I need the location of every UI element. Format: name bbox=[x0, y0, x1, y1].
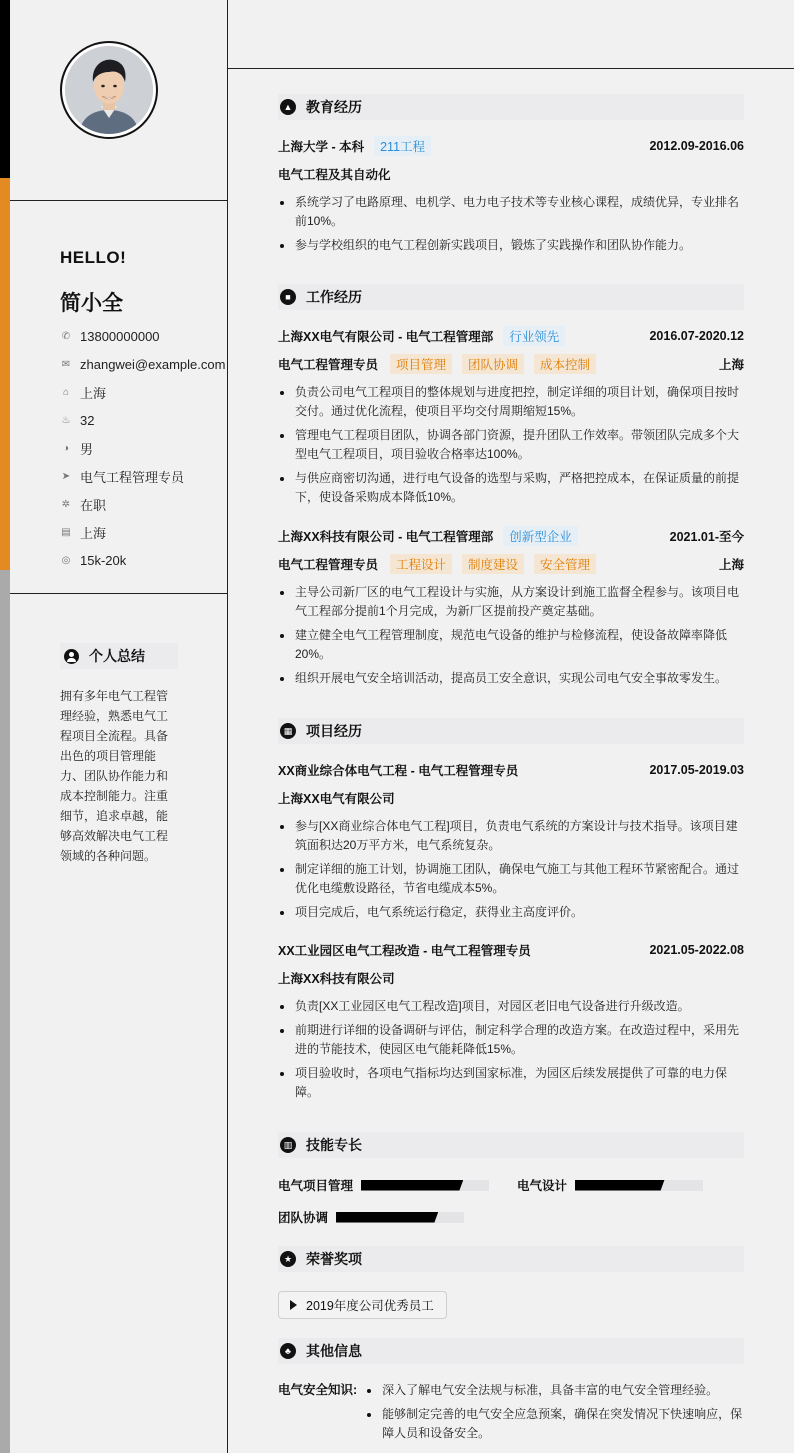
other-heading bbox=[278, 1338, 744, 1364]
skill-bar bbox=[361, 1180, 489, 1191]
bar-chart-icon: ▥ bbox=[280, 1137, 296, 1153]
list-item: 深入了解电气安全法规与标准，具备丰富的电气安全管理经验。 bbox=[365, 1381, 744, 1400]
job-city: 上海 bbox=[718, 358, 744, 372]
info-salary bbox=[60, 546, 225, 574]
list-item: 建立健全电气工程管理制度，规范电气设备的维护与检修流程，使设备故障率降低20%。 bbox=[278, 626, 744, 664]
education-title: 教育经历 bbox=[306, 99, 362, 115]
send-icon: ➤ bbox=[61, 470, 71, 482]
list-item: 负责[XX工业园区电气工程改造]项目，对园区老旧电气设备进行升级改造。 bbox=[278, 997, 744, 1016]
cake-icon: ♨ bbox=[61, 414, 71, 426]
education-bullets bbox=[278, 193, 744, 260]
list-item: 参与学校组织的电气工程创新实践项目，锻炼了实践操作和团队协作能力。 bbox=[278, 236, 744, 255]
avatar-photo bbox=[65, 46, 153, 134]
candidate-name: 简小全 bbox=[60, 292, 123, 315]
contact-info-list bbox=[60, 322, 225, 574]
project-company-row bbox=[278, 968, 744, 988]
info-status-text: 在职 bbox=[80, 497, 107, 513]
project-name: XX商业综合体电气工程 - 电气工程管理专员 bbox=[278, 764, 519, 778]
info-email-text: zhangwei@example.com bbox=[80, 356, 226, 372]
sidebar-stripe-gray bbox=[0, 570, 10, 1453]
list-item: 前期进行详细的设备调研与评估，制定科学合理的改造方案。在改造过程中，采用先进的节能技术，使园区电气能耗降低15%。 bbox=[278, 1021, 744, 1059]
summary-heading bbox=[60, 643, 178, 669]
info-city bbox=[60, 518, 225, 546]
job-skill-tag: 制度建设 bbox=[462, 554, 524, 574]
other-bullets bbox=[365, 1381, 744, 1448]
list-item: 项目完成后，电气系统运行稳定，获得业主高度评价。 bbox=[278, 903, 744, 922]
job-role-row bbox=[278, 554, 744, 574]
project-bullets bbox=[278, 817, 744, 927]
job-bullets bbox=[278, 583, 744, 693]
skill-name: 团队协调 bbox=[278, 1211, 329, 1225]
list-item: 管理电气工程项目团队，协调各部门资源，提升团队工作效率。带领团队完成多个大型电气工程项目，项目验收合格率达100%。 bbox=[278, 426, 744, 464]
job-tag: 创新型企业 bbox=[503, 526, 578, 546]
job-company: 上海XX电气有限公司 - 电气工程管理部 bbox=[278, 330, 494, 344]
awards-heading bbox=[278, 1246, 744, 1272]
job-role: 电气工程管理专员 bbox=[278, 358, 379, 372]
other-label: 电气安全知识: bbox=[278, 1383, 358, 1397]
education-heading bbox=[278, 94, 744, 120]
job-city: 上海 bbox=[718, 558, 744, 572]
job-skill-tag: 团队协调 bbox=[462, 354, 524, 374]
info-location bbox=[60, 378, 225, 406]
job-bullets bbox=[278, 383, 744, 512]
skill-bar-fill bbox=[336, 1212, 438, 1223]
info-phone-text: 13800000000 bbox=[80, 328, 160, 344]
info-position bbox=[60, 462, 225, 490]
list-item: 参与[XX商业综合体电气工程]项目，负责电气系统的方案设计与技术指导。该项目建筑面积达20万平方米，电气系统复杂。 bbox=[278, 817, 744, 855]
award-chip bbox=[278, 1291, 447, 1319]
skills-heading bbox=[278, 1132, 744, 1158]
list-item: 制定详细的施工计划，协调施工团队，确保电气施工与其他工程环节紧密配合。通过优化电缆敷设路径，节省电缆成本5%。 bbox=[278, 860, 744, 898]
gear-icon: ✲ bbox=[61, 498, 71, 510]
skill-bar-fill bbox=[361, 1180, 463, 1191]
list-item: 负责公司电气工程项目的整体规划与进度把控，制定详细的项目计划，确保项目按时交付。通过优化流程，使项目平均交付周期缩短15%。 bbox=[278, 383, 744, 421]
skills-title: 技能专长 bbox=[306, 1137, 362, 1153]
project-company: 上海XX科技有限公司 bbox=[278, 972, 395, 986]
skill-bar bbox=[336, 1212, 464, 1223]
summary-title: 个人总结 bbox=[89, 648, 145, 664]
projects-heading bbox=[278, 718, 744, 744]
skill-bar-fill bbox=[575, 1180, 665, 1191]
summary-text: 拥有多年电气工程管理经验，熟悉电气工程项目全流程。具备出色的项目管理能力、团队协作能力和成本控制能力。注重细节，追求卓越，能够高效解决电气工程领域的各种问题。 bbox=[60, 689, 169, 863]
info-gender bbox=[60, 434, 225, 462]
phone-icon: ✆ bbox=[61, 330, 71, 342]
education-date: 2012.09-2016.06 bbox=[649, 139, 744, 153]
job-skill-tag: 工程设计 bbox=[390, 554, 452, 574]
education-major-row bbox=[278, 164, 744, 184]
award-icon: ★ bbox=[280, 1251, 296, 1267]
skill-item bbox=[278, 1210, 464, 1224]
education-major: 电气工程及其自动化 bbox=[278, 168, 391, 182]
people-icon: ♣ bbox=[280, 1343, 296, 1359]
sidebar-stripe-black bbox=[0, 0, 10, 178]
coin-icon: ◎ bbox=[61, 554, 71, 566]
info-phone bbox=[60, 322, 225, 350]
info-city-text: 上海 bbox=[80, 525, 107, 541]
award-text: 2019年度公司优秀员工 bbox=[306, 1299, 434, 1313]
list-item: 系统学习了电路原理、电机学、电力电子技术等专业核心课程，成绩优异，专业排名前10%。 bbox=[278, 193, 744, 231]
play-icon bbox=[290, 1300, 297, 1310]
project-bullets bbox=[278, 997, 744, 1107]
education-row bbox=[278, 136, 744, 156]
info-salary-text: 15k-20k bbox=[80, 552, 127, 568]
skill-name: 电气设计 bbox=[517, 1179, 568, 1193]
info-email bbox=[60, 350, 225, 378]
info-status bbox=[60, 490, 225, 518]
job-date: 2021.01-至今 bbox=[669, 530, 744, 544]
skill-item bbox=[278, 1178, 489, 1192]
skill-bar bbox=[575, 1180, 703, 1191]
info-location-text: 上海 bbox=[80, 385, 107, 401]
sidebar bbox=[10, 0, 227, 1453]
education-school: 上海大学 - 本科 bbox=[278, 140, 365, 154]
list-item: 能够制定完善的电气安全应急预案，确保在突发情况下快速响应，保障人员和设备安全。 bbox=[365, 1405, 744, 1443]
project-header-row bbox=[278, 760, 744, 780]
job-header-row bbox=[278, 526, 744, 546]
header-divider bbox=[227, 68, 794, 69]
project-company-row bbox=[278, 788, 744, 808]
job-skill-tag: 安全管理 bbox=[534, 554, 596, 574]
home-icon: ⌂ bbox=[62, 386, 70, 398]
work-title: 工作经历 bbox=[306, 289, 362, 305]
projects-title: 项目经历 bbox=[306, 723, 362, 739]
list-item: 主导公司新厂区的电气工程设计与实施，从方案设计到施工监督全程参与。该项目电气工程部分提前1个月完成，为新厂区提前投产奠定基础。 bbox=[278, 583, 744, 621]
column-divider bbox=[227, 0, 228, 1453]
sidebar-stripe-orange bbox=[0, 178, 10, 570]
awards-title: 荣誉奖项 bbox=[306, 1251, 362, 1267]
project-company: 上海XX电气有限公司 bbox=[278, 792, 395, 806]
list-item: 组织开展电气安全培训活动，提高员工安全意识，实现公司电气安全事故零发生。 bbox=[278, 669, 744, 688]
list-item: 与供应商密切沟通，进行电气设备的选型与采购，严格把控成本，在保证质量的前提下，使设备采购成本降低10%。 bbox=[278, 469, 744, 507]
other-title: 其他信息 bbox=[306, 1343, 362, 1359]
job-header-row bbox=[278, 326, 744, 346]
building-icon: ▤ bbox=[61, 526, 71, 538]
project-date: 2017.05-2019.03 bbox=[649, 763, 744, 777]
job-skill-tag: 项目管理 bbox=[390, 354, 452, 374]
graduation-cap-icon: ▲ bbox=[280, 99, 296, 115]
job-skill-tag: 成本控制 bbox=[534, 354, 596, 374]
job-tag: 行业领先 bbox=[503, 326, 565, 346]
skill-item bbox=[517, 1178, 703, 1192]
job-company: 上海XX科技有限公司 - 电气工程管理部 bbox=[278, 530, 494, 544]
grid-icon: ▦ bbox=[280, 723, 296, 739]
info-age-text: 32 bbox=[80, 412, 95, 428]
job-role: 电气工程管理专员 bbox=[278, 558, 379, 572]
education-tag: 211工程 bbox=[374, 136, 431, 156]
info-position-text: 电气工程管理专员 bbox=[80, 469, 185, 485]
briefcase-icon: ■ bbox=[280, 289, 296, 305]
skill-name: 电气项目管理 bbox=[278, 1179, 354, 1193]
greeting: HELLO! bbox=[60, 248, 127, 267]
info-gender-text: 男 bbox=[80, 441, 94, 457]
project-name: XX工业园区电气工程改造 - 电气工程管理专员 bbox=[278, 944, 531, 958]
project-header-row bbox=[278, 940, 744, 960]
user-icon bbox=[64, 649, 79, 664]
job-role-row bbox=[278, 354, 744, 374]
list-item: 项目验收时，各项电气指标均达到国家标准，为园区后续发展提供了可靠的电力保障。 bbox=[278, 1064, 744, 1102]
project-date: 2021.05-2022.08 bbox=[649, 943, 744, 957]
mail-icon: ✉ bbox=[61, 358, 71, 370]
avatar bbox=[60, 41, 158, 139]
other-info bbox=[278, 1381, 744, 1448]
info-age bbox=[60, 406, 225, 434]
work-heading bbox=[278, 284, 744, 310]
job-date: 2016.07-2020.12 bbox=[649, 329, 744, 343]
gender-icon: ◑ bbox=[62, 442, 70, 454]
